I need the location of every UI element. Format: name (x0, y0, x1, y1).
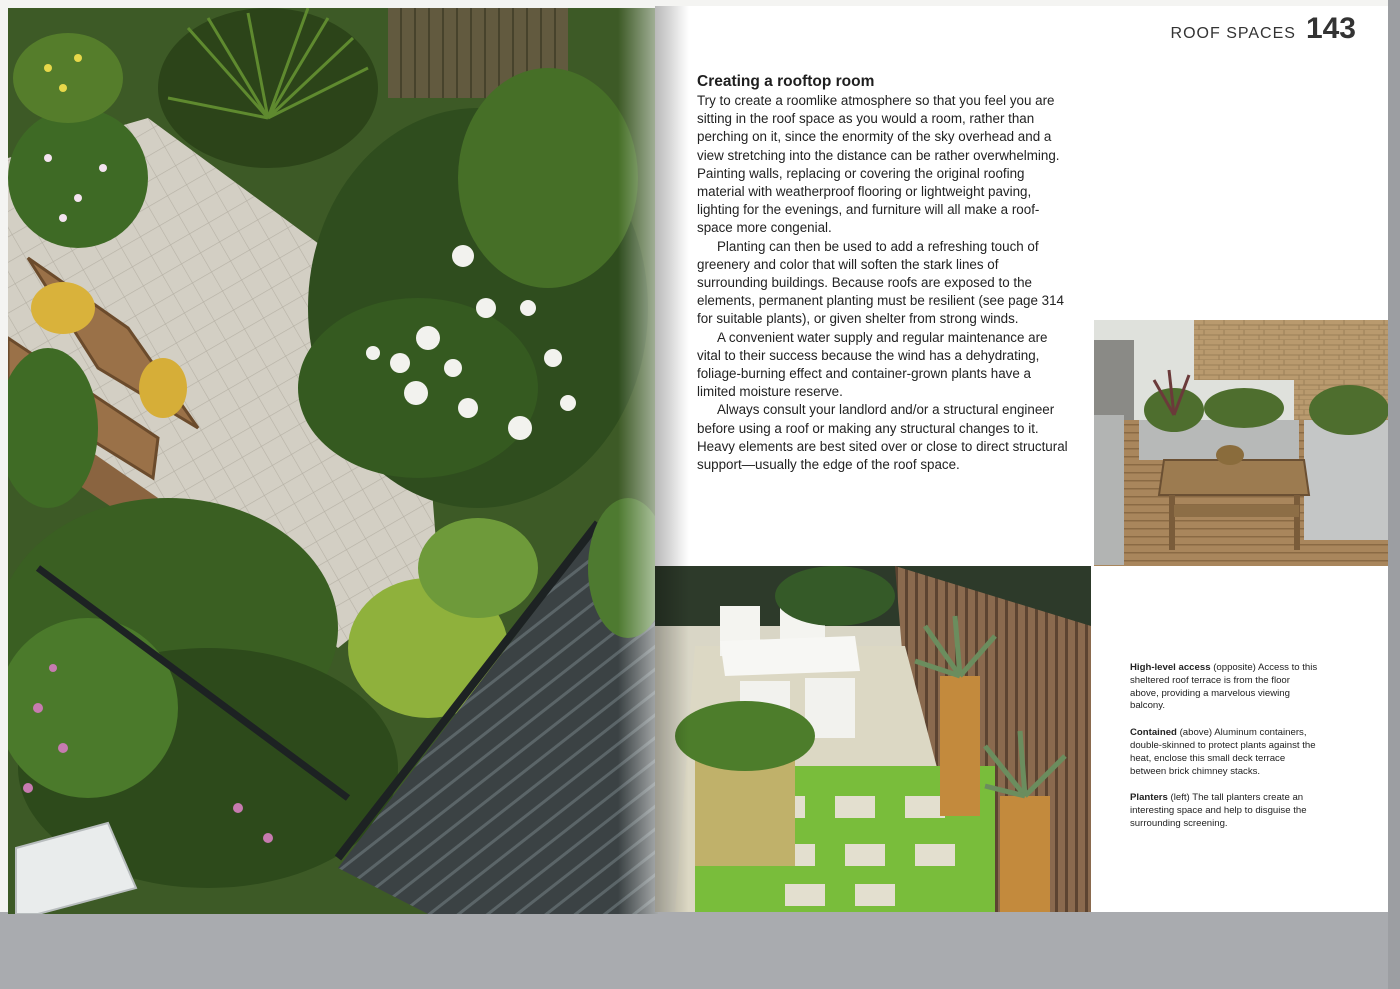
caption-text: (left) The tall planters create an interesting space and help to disguise the surrounding screening. (1130, 792, 1307, 829)
caption-text: (opposite) Access to this sheltered roof terrace is from the floor above, providing a marvelous viewing balcony. (1130, 662, 1318, 712)
yellow-cushion (31, 282, 95, 334)
article (697, 73, 1069, 474)
square-planter (695, 756, 795, 866)
tall-planter (1000, 796, 1050, 912)
gutter-shadow (655, 6, 689, 912)
article-paragraph: Planting can then be used to add a refreshing touch of greenery and color that will soften the stark lines of surrounding buildings. Because roofs are exposed to the elements, permanent planting must be resilient (see page 314 for suitable plants), or given shelter from strong winds. (697, 238, 1064, 327)
section-title: ROOF SPACES (1170, 25, 1296, 42)
running-head (1171, 12, 1356, 46)
planters-terrace-photo (655, 566, 1091, 912)
deck-terrace-photo (1094, 320, 1388, 566)
article-paragraph: A convenient water supply and regular maintenance are vital to their success because the wind has a dehydrating, foliage-burning effect and container-grown plants have a limited moisture reserve. (697, 329, 1048, 400)
yellow-cushion (139, 358, 187, 418)
article-heading: Creating a rooftop room (697, 73, 875, 90)
caption-title: High-level access (1130, 662, 1211, 673)
left-page-photo (8, 8, 658, 914)
aluminum-container (1304, 420, 1388, 540)
white-table (720, 636, 860, 676)
right-page (655, 6, 1388, 912)
caption-contained (1130, 727, 1320, 778)
article-paragraph: Always consult your landlord and/or a structural engineer before using a roof or making any structural changes to it. Heavy elements are best sited over or close to direct structural support—usually the edge of the roof space. (697, 402, 1068, 473)
caption-title: Planters (1130, 792, 1168, 804)
scanner-bed-right (1388, 0, 1400, 989)
photo-captions (1130, 662, 1320, 845)
gutter-shadow (618, 8, 658, 914)
tall-planter (940, 676, 980, 816)
teak-table (1159, 460, 1309, 495)
caption-title: Contained (1130, 727, 1177, 739)
page-number: 143 (1305, 12, 1356, 45)
caption-planters (1130, 792, 1320, 830)
caption-text: (above) Aluminum containers, double-skinned to protect plants against the heat, enclose this small deck terrace between brick chimney stacks. (1130, 727, 1316, 777)
caption-high-level-access (1130, 662, 1320, 713)
article-paragraph: Try to create a roomlike atmosphere so that you feel you are sitting in the roof space as you would a room, rather than perching on it, since the enormity of the sky overhead and a view stretching into the distance can be rather overwhelming. Painting walls, replacing or covering the original roofing material with weatherproof flooring or lightweight paving, lighting for the evenings, and furniture will all make a roof-space more congenial. (697, 93, 1060, 236)
rooftop-garden-photo (8, 8, 658, 914)
scanner-bed-bottom (0, 912, 1400, 989)
